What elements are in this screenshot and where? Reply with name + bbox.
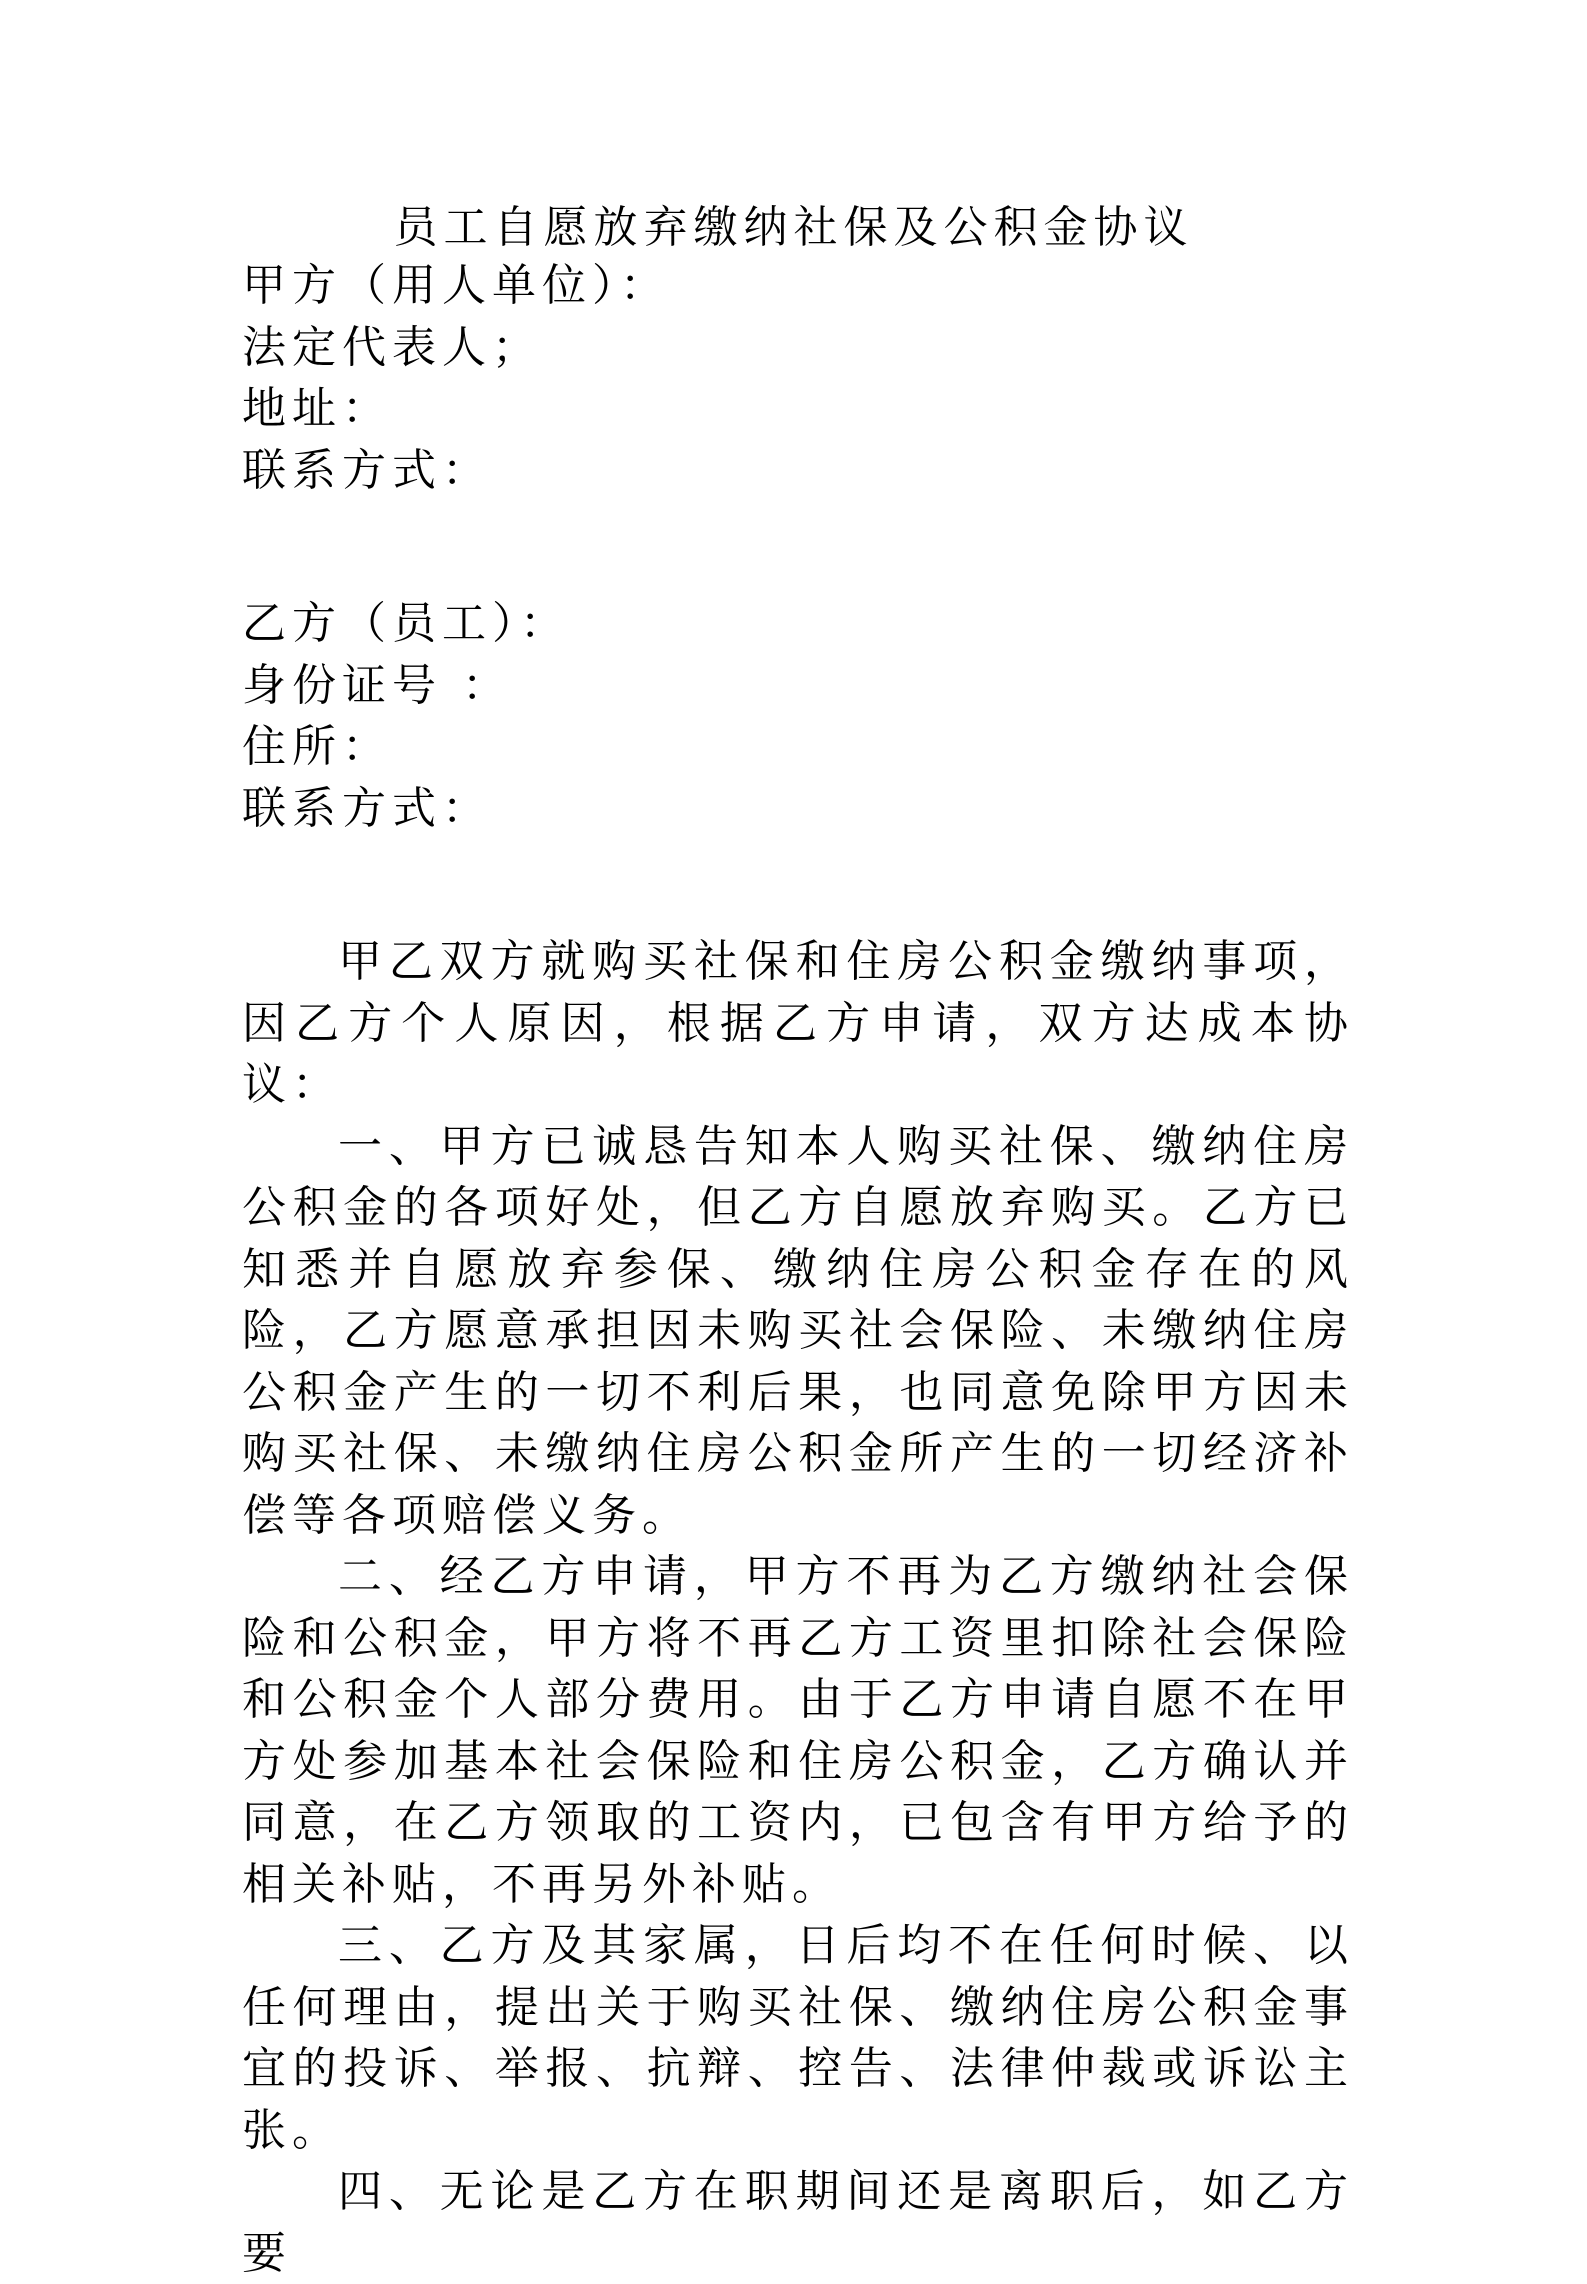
section-spacer: [242, 839, 1354, 931]
document-body: [242, 255, 1354, 2284]
section-spacer: [242, 501, 1354, 593]
clause-2-paragraph: 二、经乙方申请，甲方不再为乙方缴纳社会保险和公积金，甲方将不再乙方工资里扣除社会保险和公积金个人部分费用。由于乙方申请自愿不在甲方处参加基本社会保险和住房公积金，乙方确认并同意，在乙方领取的工资内，已包含有甲方给予的相关补贴，不再另外补贴。: [242, 1551, 1354, 1910]
clause-4-paragraph: 四、无论是乙方在职期间还是离职后，如乙方要: [242, 2166, 1354, 2279]
party-a-heading: 甲方（用人单位）：: [242, 260, 670, 311]
party-b-id-number: 身份证号 ：: [242, 659, 512, 711]
party-a-address: 地址：: [242, 383, 392, 434]
intro-paragraph: 甲乙双方就购买社保和住房公积金缴纳事项，因乙方个人原因，根据乙方申请，双方达成本协议：: [242, 936, 1354, 1110]
party-b-residence: 住所：: [242, 721, 392, 772]
agreement-text: [242, 931, 1354, 2284]
party-b-contact: 联系方式：: [242, 782, 492, 834]
clause-3-paragraph: 三、乙方及其家属，日后均不在任何时候、以任何理由，提出关于购买社保、缴纳住房公积金事宜的投诉、举报、抗辩、控告、法律仲裁或诉讼主张。: [242, 1920, 1354, 2156]
party-a-contact: 联系方式：: [242, 444, 492, 496]
document-title: 员工自愿放弃缴纳社保及公积金协议: [393, 202, 1194, 253]
party-a-representative: 法定代表人；: [242, 321, 542, 373]
clause-1-paragraph: 一、甲方已诚恳告知本人购买社保、缴纳住房公积金的各项好处，但乙方自愿放弃购买。乙方已知悉并自愿放弃参保、缴纳住房公积金存在的风险，乙方愿意承担因未购买社会保险、未缴纳住房公积金产生的一切不利后果，也同意免除甲方因未购买社保、未缴纳住房公积金所产生的一切经济补偿等各项赔偿义务。: [242, 1120, 1354, 1541]
party-a-section: [242, 255, 1354, 501]
party-b-heading: 乙方（员工）：: [242, 598, 570, 649]
party-b-section: [242, 593, 1354, 839]
